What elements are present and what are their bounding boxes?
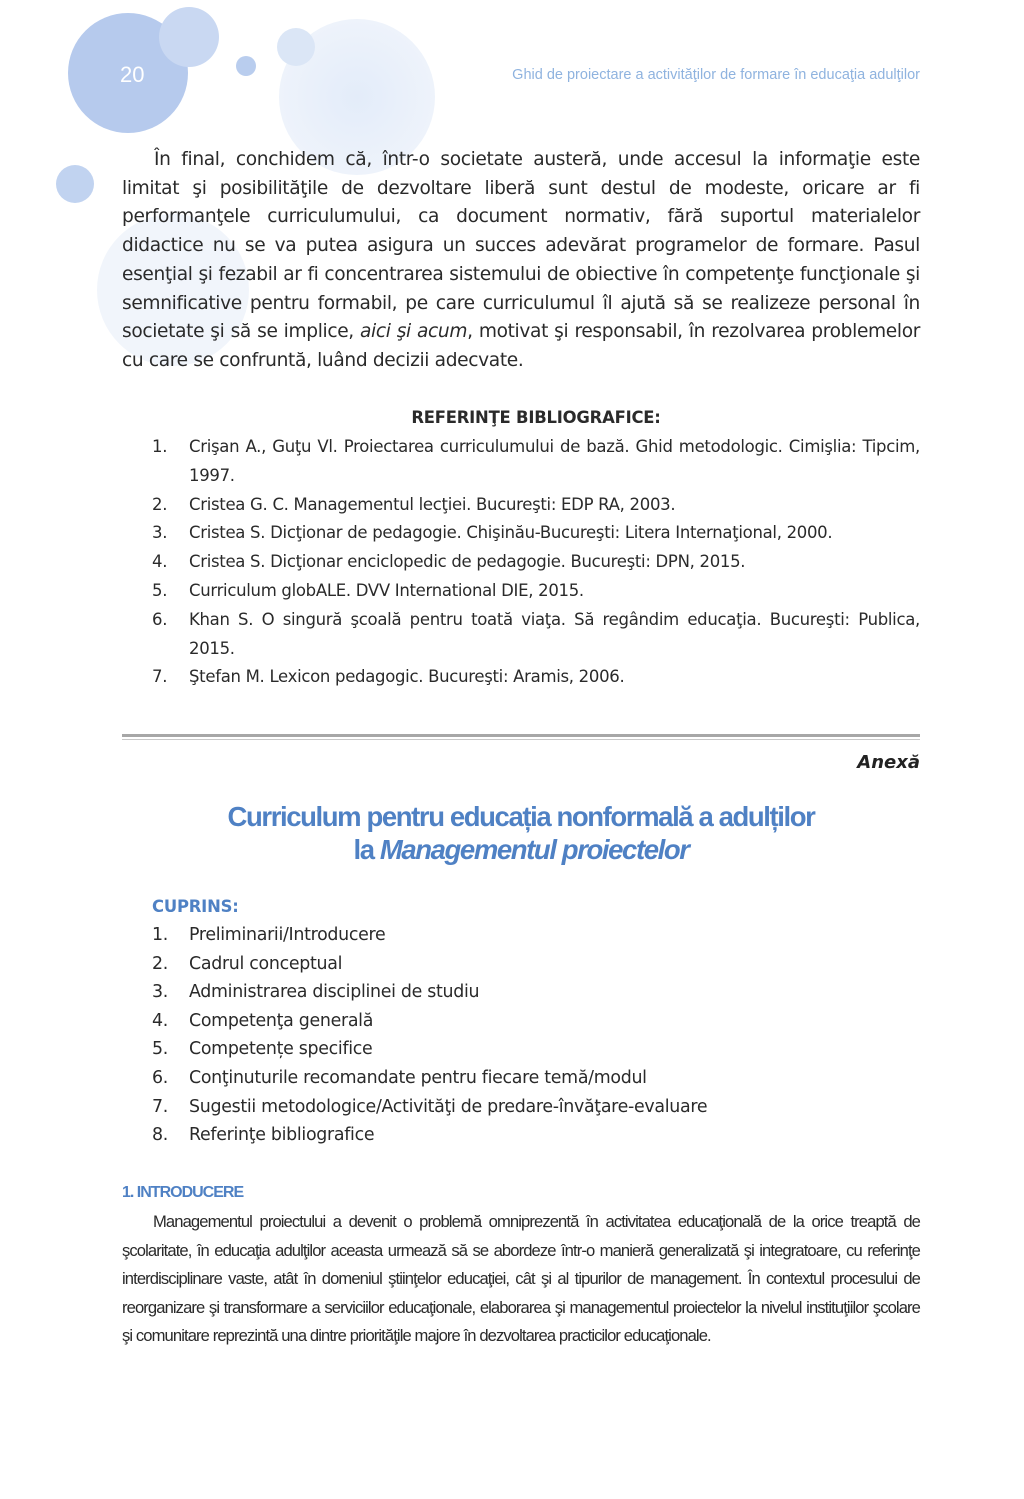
running-header: Ghid de proiectare a activităţilor de formare în educaţia adulţilor: [512, 67, 920, 83]
reference-number: 7.: [152, 667, 168, 687]
contents-number: 2.: [152, 953, 168, 974]
reference-number: 1.: [152, 437, 168, 456]
intro-text-start: În final, conchidem că, într-o societate austeră, unde accesul la informaţie este limitat şi posibilităţile de dezvoltare liberă sunt destul de modeste, oricare ar fi performanţele curriculumului, ca document normativ, fără suportul materialelor didactice nu se va putea asigura un succes adevărat programelor de formare. Pasul esenţial şi fezabil ar fi concentrarea sistemului de obiective în competenţe funcţionale şi semnificative pentru formabil, pe care curriculumul îl ajută să se realizeze personal în societate şi să se implice,: [122, 149, 920, 343]
contents-number: 4.: [152, 1010, 168, 1031]
reference-number: 3.: [152, 523, 168, 543]
bubble-small-light: [277, 28, 315, 66]
bubble-tiny: [236, 56, 256, 76]
contents-list: [122, 921, 920, 1150]
curriculum-title-italic: Managementul proiectelor: [379, 834, 689, 865]
contents-number: 1.: [152, 925, 168, 945]
contents-item: [122, 1093, 920, 1122]
reference-text: Curriculum globALE. DVV International DIE, 2015.: [189, 580, 584, 600]
contents-item: [122, 921, 920, 950]
contents-item: [122, 950, 920, 979]
bubble-left: [56, 165, 94, 203]
reference-text: Cristea S. Dicţionar enciclopedic de pedagogie. Bucureşti: DPN, 2015.: [189, 552, 746, 572]
contents-item: [122, 1035, 920, 1064]
reference-item: [122, 519, 920, 548]
curriculum-title-prefix: la: [353, 834, 380, 865]
reference-number: 5.: [152, 580, 168, 600]
reference-item: [122, 606, 920, 664]
bubble-top-right: [159, 7, 219, 67]
contents-number: 5.: [152, 1039, 168, 1060]
section-heading-introducere: 1. INTRODUCERE: [122, 1184, 244, 1201]
contents-text: Conţinuturile recomandate pentru fiecare temă/modul: [189, 1067, 647, 1088]
contents-text: Referinţe bibliografice: [189, 1125, 375, 1146]
reference-item: [122, 577, 920, 606]
reference-item: [122, 491, 920, 520]
page-number: 20: [120, 62, 145, 87]
reference-text: Cristea S. Dicţionar de pedagogie. Chişinău-Bucureşti: Litera Internaţional, 2000.: [189, 523, 833, 543]
contents-item: [122, 1064, 920, 1093]
contents-text: Administrarea disciplinei de studiu: [189, 982, 480, 1003]
reference-item: [122, 663, 920, 692]
contents-text: Cadrul conceptual: [189, 953, 343, 974]
reference-text: Ştefan M. Lexicon pedagogic. Bucureşti: Aramis, 2006.: [189, 667, 625, 687]
reference-text: Khan S. O singură şcoală pentru toată viaţa. Să regândim educaţia. Bucureşti: Publica, 2015.: [189, 609, 920, 658]
reference-item: [122, 433, 920, 491]
curriculum-title-line1: Curriculum pentru educația nonformală a adulților: [227, 801, 815, 832]
contents-heading: CUPRINS:: [152, 897, 239, 916]
contents-item: [122, 1121, 920, 1150]
references-list: [122, 433, 920, 692]
section-divider: [122, 734, 920, 740]
curriculum-title-line2: [122, 833, 920, 866]
contents-text: Preliminarii/Introducere: [189, 925, 386, 945]
contents-text: Competenţa generală: [189, 1010, 374, 1031]
references-heading: REFERINŢE BIBLIOGRAFICE:: [411, 408, 661, 427]
contents-text: Sugestii metodologice/Activităţi de predare-învăţare-evaluare: [189, 1096, 708, 1117]
reference-number: 4.: [152, 552, 168, 572]
reference-number: 2.: [152, 494, 168, 514]
contents-item: [122, 1007, 920, 1036]
contents-number: 8.: [152, 1125, 168, 1146]
introducere-paragraph: Managementul proiectului a devenit o problemă omniprezentă în activitatea educaţională de la orice treaptă de şcolaritate, în educaţia adulţilor aceasta urmează să se abordeze într-o manieră generalizată şi integratoare, cu referinţe interdisciplinare vaste, atât în domeniul ştiinţelor educaţiei, cât şi al tipurilor de management. În contextul procesului de reorganizare şi transformare a serviciilor educaţionale, elaborarea şi managementul proiectelor la nivelul instituţiilor şcolare şi comunitare reprezintă una dintre priorităţile majore în dezvoltarea practicilor educaţionale.: [122, 1212, 920, 1346]
reference-text: Cristea G. C. Managementul lecţiei. Bucureşti: EDP RA, 2003.: [189, 494, 676, 514]
curriculum-title: [122, 800, 920, 866]
contents-number: 3.: [152, 982, 168, 1003]
contents-number: 7.: [152, 1096, 168, 1117]
contents-number: 6.: [152, 1067, 168, 1088]
reference-text: Crişan A., Guţu Vl. Proiectarea curriculumului de bază. Ghid metodologic. Cimişlia: Tipcim, 1997.: [189, 437, 920, 485]
contents-item: [122, 978, 920, 1007]
intro-italic-phrase: aici şi acum: [360, 321, 468, 343]
reference-item: [122, 548, 920, 577]
contents-text: Competențe specifice: [189, 1039, 373, 1060]
reference-number: 6.: [152, 609, 168, 629]
intro-paragraph: [122, 146, 920, 376]
annex-label: Anexă: [857, 752, 920, 773]
intro-text-end: , motivat şi responsabil, în rezolvarea problemelor cu care se confruntă, luând decizii adecvate.: [122, 321, 921, 371]
